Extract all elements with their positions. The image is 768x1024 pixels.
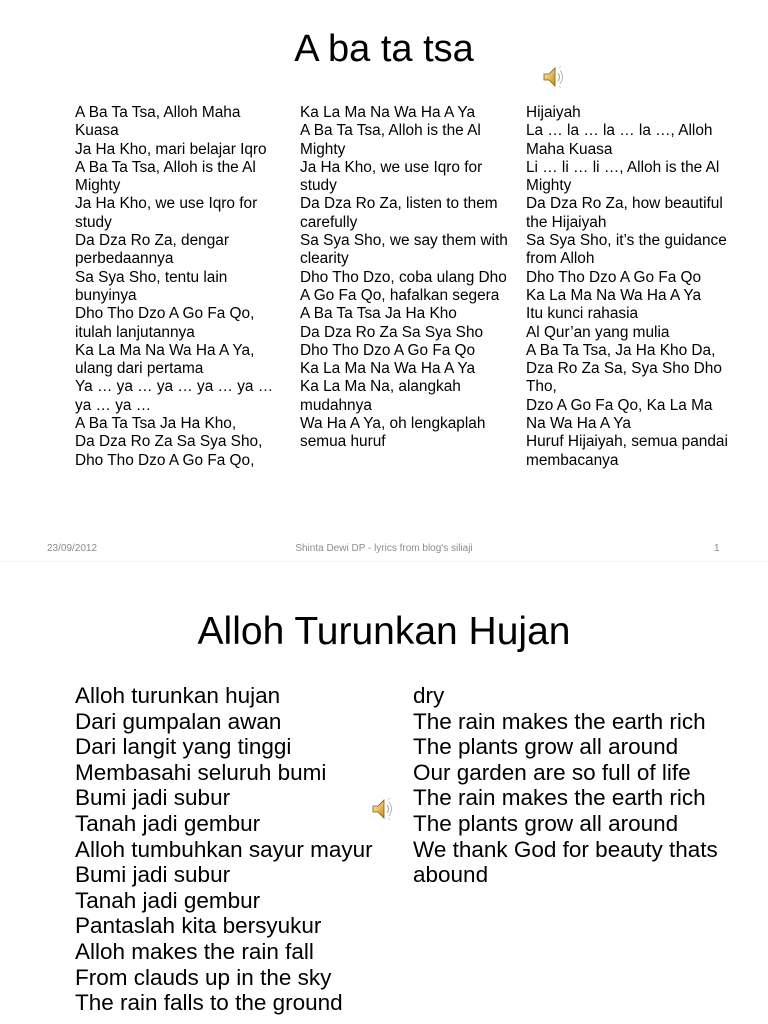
lyric-line: Ja Ha Kho, we use Iqro for study — [300, 158, 483, 195]
lyric-line: Da Dza Ro Za Sa Sya Sho, — [75, 433, 263, 451]
lyric-line: Bumi jadi subur — [75, 862, 231, 888]
lyric-line: Itu kunci rahasia — [526, 305, 639, 323]
slide-2 — [0, 562, 768, 1024]
speaker-icon-graphic — [541, 65, 567, 89]
lyric-line: The rain falls to the ground — [75, 990, 343, 1016]
lyric-line: Alloh makes the rain fall — [75, 938, 314, 964]
lyric-line: Ka La Ma Na Wa Ha A Ya — [300, 360, 476, 378]
lyric-line: Dho Tho Dzo, coba ulang Dho — [300, 268, 507, 286]
lyric-line: Dho Tho Dzo A Go Fa Qo — [300, 341, 476, 359]
lyric-line: Ja Ha Kho, mari belajar Iqro — [75, 140, 267, 158]
lyric-line: From clauds up in the sky — [75, 964, 332, 990]
lyric-line: Pantaslah kita bersyukur — [75, 913, 322, 939]
lyric-line: Alloh tumbuhkan sayur mayur — [75, 836, 373, 862]
lyric-line: A Ba Ta Tsa, Alloh is the Al Mighty — [75, 158, 256, 195]
lyric-line: Da Dza Ro Za, how beautiful the Hijaiyah — [526, 195, 723, 231]
lyric-line: Ka La Ma Na, alangkah mudahnya — [300, 378, 461, 414]
lyric-line: Al Qur’an yang mulia — [526, 323, 670, 341]
lyric-line: Da Dza Ro Za, listen to them carefully — [300, 195, 498, 231]
lyric-line: A Ba Ta Tsa Ja Ha Kho — [300, 305, 457, 323]
lyric-line: Dzo A Go Fa Qo, Ka La Ma Na Wa Ha A Ya — [526, 396, 713, 433]
lyric-line: Da Dza Ro Za Sa Sya Sho — [300, 323, 484, 341]
lyric-line: Sa Sya Sho, we say them with clearity — [300, 232, 508, 268]
lyric-line: Ka La Ma Na Wa Ha A Ya — [300, 104, 476, 121]
lyric-line: Huruf Hijaiyah, semua pandai membacanya — [526, 433, 728, 469]
footer-page-number: 1 — [714, 543, 720, 554]
speaker-icon[interactable] — [370, 797, 396, 821]
lyrics-column-2 — [413, 683, 758, 888]
lyric-line: Dari langit yang tinggi — [75, 734, 292, 760]
lyrics-column-2 — [300, 104, 508, 452]
lyric-line: Li … li … li …, Alloh is the Al Mighty — [526, 158, 720, 195]
lyric-line: We thank God for beauty thats abound — [413, 836, 718, 888]
lyrics-column-3 — [526, 104, 734, 470]
lyric-line: La … la … la … la …, Alloh Maha Kuasa — [526, 122, 713, 158]
lyric-line: Bumi jadi subur — [75, 785, 231, 811]
lyric-line: A Go Fa Qo, hafalkan segera — [300, 286, 500, 304]
lyric-line: The plants grow all around — [413, 734, 679, 760]
lyric-line: Dari gumpalan awan — [75, 708, 282, 734]
slide-title: A ba ta tsa — [294, 28, 474, 70]
lyric-line: Dho Tho Dzo A Go Fa Qo, — [75, 451, 255, 469]
lyric-line: Wa Ha A Ya, oh lengkaplah semua huruf — [300, 415, 486, 451]
lyric-line: Dza Ro Za Sa, Sya Sho Dho Tho, — [526, 360, 722, 396]
lyric-line: The rain makes the earth rich — [413, 708, 706, 734]
lyric-line: Membasahi seluruh bumi — [75, 759, 327, 785]
lyric-line: A Ba Ta Tsa, Ja Ha Kho Da, — [526, 341, 716, 359]
lyric-line: dry — [413, 683, 445, 708]
lyric-line: The rain makes the earth rich — [413, 785, 706, 811]
speaker-icon-graphic — [370, 797, 396, 821]
lyric-line: Our garden are so full of life — [413, 759, 691, 785]
lyric-line: Ka La Ma Na Wa Ha A Ya, ulang dari pertama — [75, 341, 255, 378]
lyric-line: A Ba Ta Tsa, Alloh Maha Kuasa — [75, 104, 241, 140]
lyrics-column-1 — [75, 104, 283, 470]
footer-credit: Shinta Dewi DP - lyrics from blog's siliaji — [295, 543, 473, 554]
lyrics-column-1 — [75, 683, 420, 1016]
lyric-line: The plants grow all around — [413, 810, 679, 836]
lyric-line: A Ba Ta Tsa Ja Ha Kho, — [75, 415, 237, 433]
lyric-line: Ya … ya … ya … ya … ya … ya … ya … — [75, 378, 274, 414]
lyric-line: Ja Ha Kho, we use Iqro for study — [75, 195, 258, 231]
lyric-line: Alloh turunkan hujan — [75, 683, 281, 708]
lyric-line: Dho Tho Dzo A Go Fa Qo, itulah lanjutannya — [75, 305, 255, 341]
slide-title: Alloh Turunkan Hujan — [197, 610, 571, 653]
lyric-line: Tanah jadi gembur — [75, 810, 261, 836]
lyric-line: A Ba Ta Tsa, Alloh is the Al Mighty — [300, 122, 481, 158]
lyric-line: Ka La Ma Na Wa Ha A Ya — [526, 286, 702, 304]
footer-date: 23/09/2012 — [47, 543, 98, 554]
lyric-line: Da Dza Ro Za, dengar perbedaannya — [75, 232, 229, 268]
lyric-line: Sa Sya Sho, tentu lain bunyinya — [75, 268, 228, 304]
lyric-line: Hijaiyah — [526, 104, 581, 121]
speaker-icon[interactable] — [541, 65, 567, 89]
lyric-line: Sa Sya Sho, it’s the guidance from Alloh — [526, 232, 727, 268]
lyric-line: Tanah jadi gembur — [75, 887, 261, 913]
lyric-line: Dho Tho Dzo A Go Fa Qo — [526, 268, 702, 286]
